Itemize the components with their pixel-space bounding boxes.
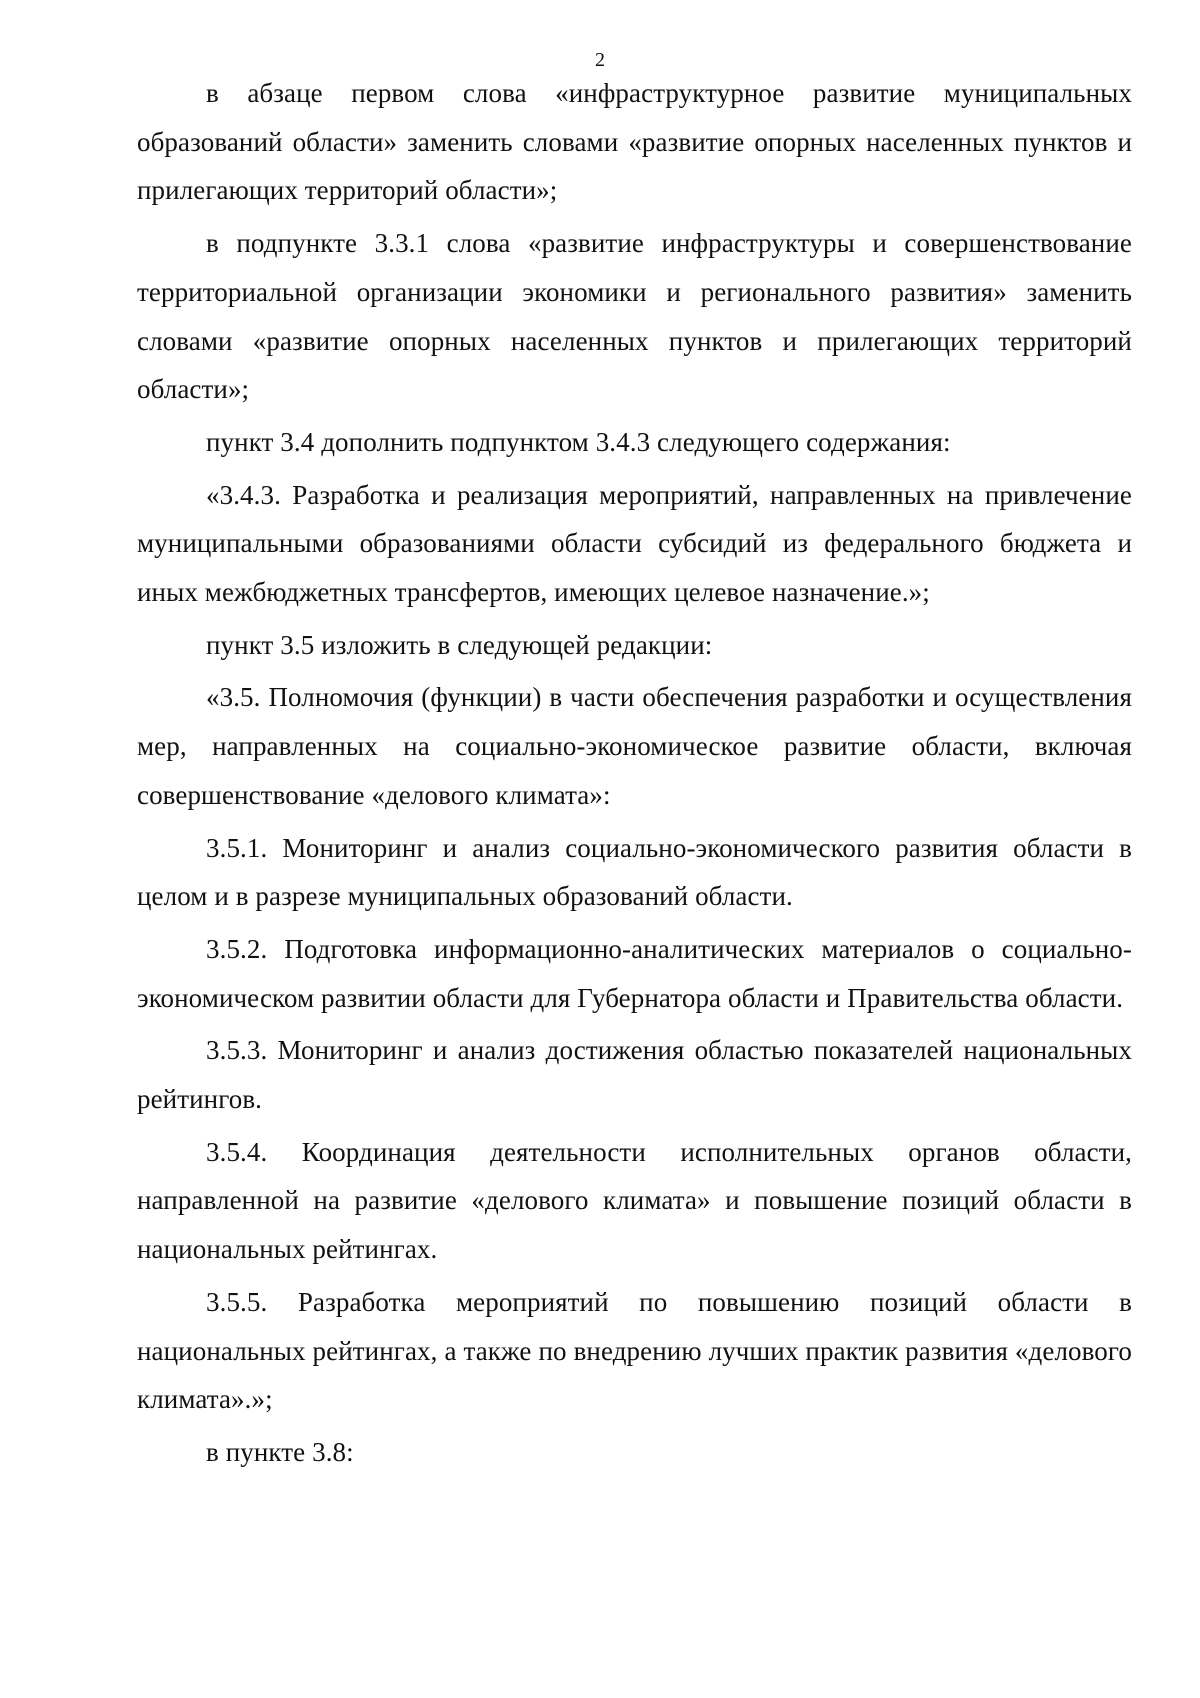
page-number: 2	[595, 49, 605, 71]
paragraph-5: пункт 3.5 изложить в следующей редакции:	[206, 629, 713, 660]
paragraph-7: 3.5.1. Мониторинг и анализ социально-экономического развития области в целом и в разрезе муниципальных образований области.	[137, 832, 1132, 912]
paragraph-9: 3.5.3. Мониторинг и анализ достижения областью показателей национальных рейтингов.	[137, 1035, 1132, 1115]
paragraph-11: 3.5.5. Разработка мероприятий по повышению позиций области в национальных рейтингах, а также по внедрению лучших практик развития «делового климата».»;	[137, 1286, 1132, 1415]
paragraph-10: 3.5.4. Координация деятельности исполнительных органов области, направленной на развитие «делового климата» и повышение позиций области в национальных рейтингах.	[137, 1136, 1132, 1265]
paragraph-2: в подпункте 3.3.1 слова «развитие инфраструктуры и совершенствование территориальной организации экономики и регионального развития» заменить словами «развитие опорных населенных пунктов и прилегающих территорий области»;	[137, 228, 1132, 405]
paragraph-4: «3.4.3. Разработка и реализация мероприятий, направленных на привлечение муниципальными образованиями области субсидий из федерального бюджета и иных межбюджетных трансфертов, имеющих целевое назначение.»;	[137, 479, 1132, 608]
paragraph-12: в пункте 3.8:	[206, 1436, 354, 1467]
paragraph-6: «3.5. Полномочия (функции) в части обеспечения разработки и осуществления мер, направленных на социально-экономическое развитие области, включая совершенствование «делового климата»:	[137, 682, 1132, 810]
paragraph-8: 3.5.2. Подготовка информационно-аналитических материалов о социально-экономическом развитии области для Губернатора области и Правительства области.	[137, 933, 1132, 1013]
paragraph-3: пункт 3.4 дополнить подпунктом 3.4.3 следующего содержания:	[206, 426, 951, 457]
paragraph-1: в абзаце первом слова «инфраструктурное развитие муниципальных образований области» заменить словами «развитие опорных населенных пунктов и прилегающих территорий области»;	[137, 78, 1132, 206]
document-body	[137, 69, 1132, 1481]
